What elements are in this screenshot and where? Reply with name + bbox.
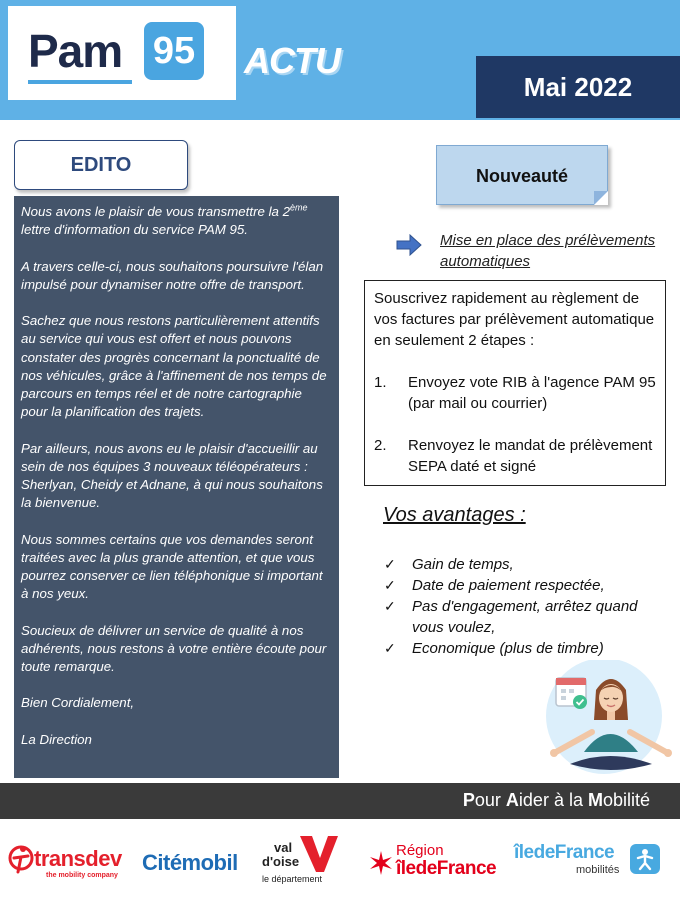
idfm-person-icon xyxy=(630,844,660,874)
step-text: Envoyez vote RIB à l'agence PAM 95 (par mail ou courrier) xyxy=(408,374,656,412)
checkmark-icon: ✓ xyxy=(384,577,396,593)
pam95-logo xyxy=(8,6,236,100)
nouveaute-label: Nouveauté xyxy=(475,166,569,186)
avantage-item: ✓ Gain de temps, xyxy=(384,556,514,573)
nouveaute-badge xyxy=(436,145,608,205)
meditating-woman-calendar-icon xyxy=(540,660,676,778)
avantage-item: ✓ Economique (plus de timbre) xyxy=(384,640,604,657)
transdev-name: transdev xyxy=(34,846,122,871)
avantage-item: ✓ Date de paiement respectée, xyxy=(384,577,605,594)
checkmark-icon: ✓ xyxy=(384,640,396,656)
star-icon xyxy=(368,850,394,876)
checkmark-icon: ✓ xyxy=(384,598,396,614)
step-text: Renvoyez le mandat de prélèvement SEPA daté et signé xyxy=(408,437,653,475)
logo-number: 95 xyxy=(144,22,204,80)
region-label: Région xyxy=(396,842,444,859)
checkmark-icon: ✓ xyxy=(384,556,396,572)
edito-paragraph-5: Nous sommes certains que vos demandes seront traitées avec la plus grande attention, et que vous pourrez conserver ce lien téléphonique si important à nos yeux. xyxy=(21,531,323,602)
idfm-name: îledeFrance xyxy=(514,842,615,863)
citemobil-logo xyxy=(142,850,246,880)
edito-heading: EDITO xyxy=(14,140,188,190)
region-idf-logo xyxy=(368,840,504,884)
logo-text: Pam xyxy=(28,25,123,77)
avantages-list xyxy=(384,554,644,659)
tagline: Pour Aider à la Mobilité xyxy=(462,790,650,810)
header-banner xyxy=(0,0,680,120)
logo-underline xyxy=(28,80,132,84)
transdev-logo xyxy=(8,844,132,884)
edito-paragraph-6: Soucieux de délivrer un service de qualité à nos adhérents, nous restons à votre entière écoute pour toute remarque. xyxy=(21,622,327,674)
edito-closing: Bien Cordialement, xyxy=(21,695,135,711)
step-item xyxy=(374,372,657,414)
edito-paragraph-2: A travers celle-ci, nous souhaitons poursuivre l'élan impulsé pour dynamiser notre offre de transport. xyxy=(21,258,324,292)
calendar-icon xyxy=(556,678,587,709)
tagline-bar xyxy=(0,783,680,819)
edito-paragraph-3: Sachez que nous restons particulièrement attentifs au service qui vous est offert et nous pouvons constater des progrès concernant la ponctualité de nos véhicules, grâce à l'affinement de nos temps de parcours en temps réel et de notre cartographie pour la planification des trajets. xyxy=(21,313,327,420)
valdoise-text-2: d'oise xyxy=(262,854,300,869)
transdev-figure-icon xyxy=(8,844,34,876)
news-headline: Mise en place des prélèvements automatiques xyxy=(440,232,656,270)
idf-mobilites-logo xyxy=(514,842,664,882)
step-item xyxy=(374,435,657,477)
avantage-item: ✓ Pas d'engagement, arrêtez quand vous voulez, xyxy=(384,598,638,636)
edito-panel xyxy=(14,196,339,778)
valdoise-v-icon xyxy=(298,834,338,874)
citemobil-name: Citémobil xyxy=(142,850,238,875)
steps-box xyxy=(364,280,666,486)
valdoise-subtitle: le département xyxy=(262,874,323,884)
avantages-title: Vos avantages : xyxy=(383,504,526,526)
idfm-subtitle: mobilités xyxy=(576,864,620,876)
actu-title: ACTU xyxy=(244,40,340,81)
partner-logos xyxy=(0,826,680,907)
step-number: 1. xyxy=(374,374,387,391)
step-number: 2. xyxy=(374,437,387,454)
arrow-right-icon xyxy=(396,234,422,256)
region-name: îledeFrance xyxy=(396,858,497,879)
edito-signature: La Direction xyxy=(21,731,92,747)
edito-paragraph-1: Nous avons le plaisir de vous transmettre la 2ème lettre d'information du service PAM 95. xyxy=(21,202,308,238)
edito-paragraph-4: Par ailleurs, nous avons eu le plaisir d'accueillir au sein de nos équipes 3 nouveaux téléopérateurs : Sherlyan, Cheidy et Adnane, à qui nous souhaitons la bienvenue. xyxy=(21,440,323,511)
transdev-tagline: the mobility company xyxy=(46,872,118,879)
issue-date: Mai 2022 xyxy=(476,56,680,118)
steps-intro: Souscrivez rapidement au règlement de vos factures par prélèvement automatique en seulement 2 étapes : xyxy=(374,290,655,349)
page-fold-corner xyxy=(594,191,608,205)
valdoise-text-1: val xyxy=(274,840,293,855)
valdoise-logo xyxy=(262,834,348,892)
